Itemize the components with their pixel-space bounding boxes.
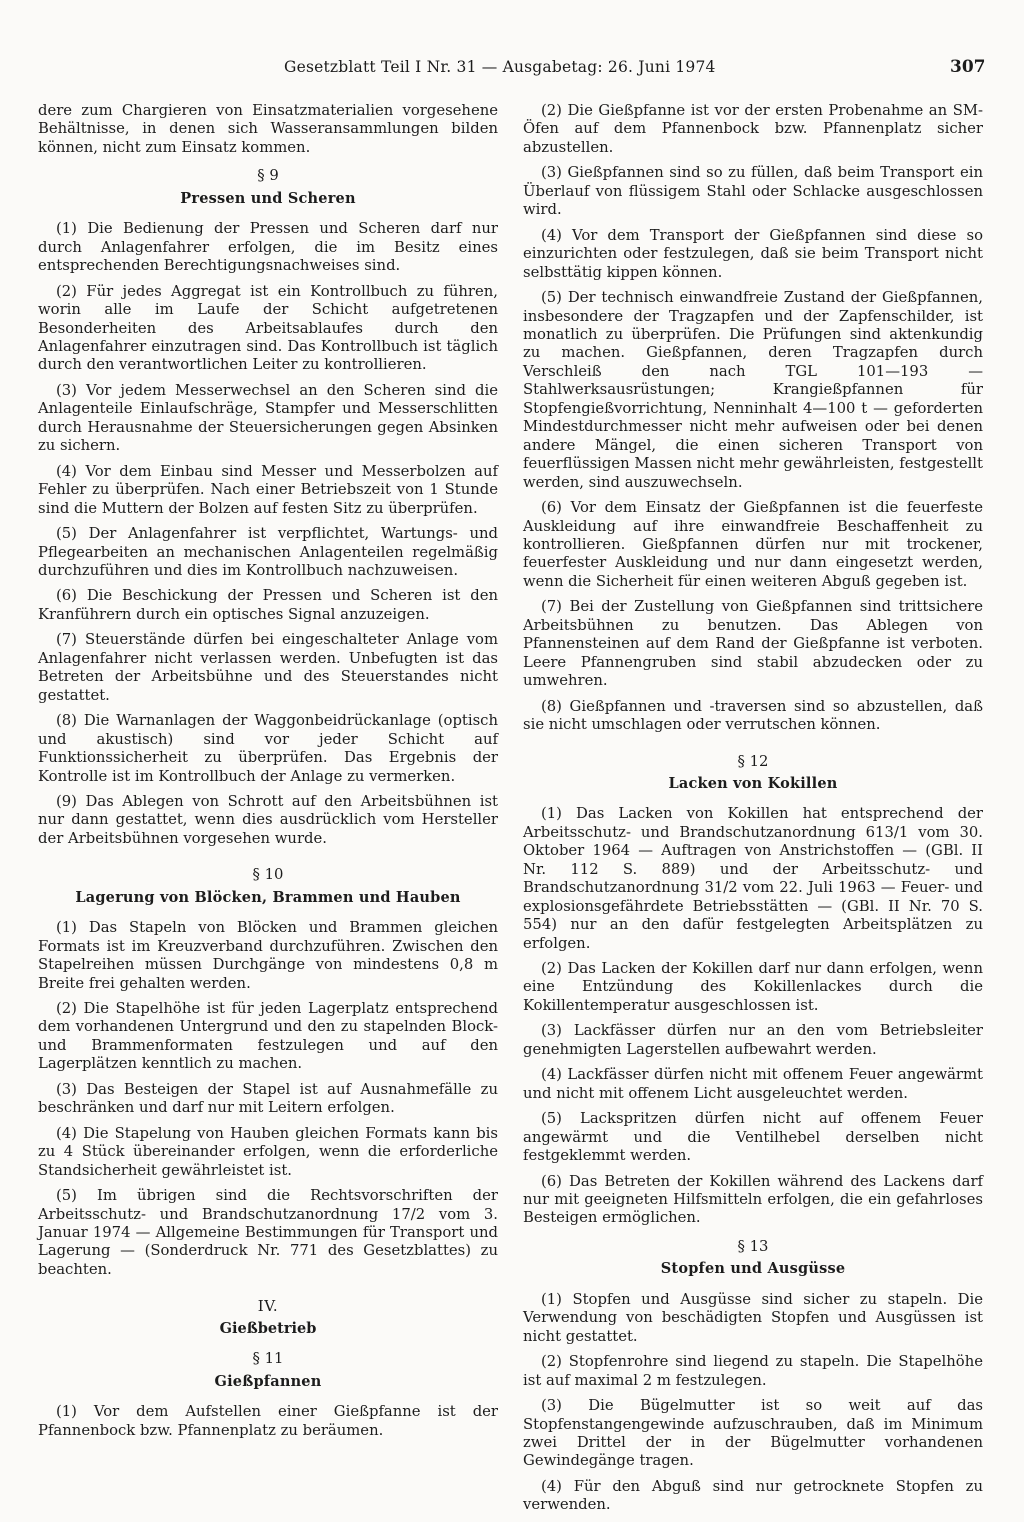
paragraph: (5) Lackspritzen dürfen nicht auf offenem Feuer angewärmt und die Ventilhebel derselben nicht festgeklemmt werden. xyxy=(523,1110,983,1165)
section-9-label: § 9 xyxy=(257,167,279,185)
paragraph: (2) Stopfenrohre sind liegend zu stapeln. Die Stapelhöhe ist auf maximal 2 m festzulegen. xyxy=(523,1353,983,1389)
paragraph: (4) Vor dem Transport der Gießpfannen sind diese so einzurichten oder festzulegen, daß sie beim Transport nicht selbsttätig kippen können. xyxy=(523,226,983,281)
paragraph: (2) Die Stapelhöhe ist für jeden Lagerplatz entsprechend dem vorhandenen Untergrund und den zu stapelnden Block- und Brammenformaten festzulegen und auf den Lagerplätzen kenntlich zu machen. xyxy=(38,1000,498,1073)
paragraph: (1) Die Bedienung der Pressen und Scheren darf nur durch Anlagenfahrer erfolgen, die im Besitz eines entsprechenden Berechtigungsnachweises sind. xyxy=(38,220,498,275)
header-title: Gesetzblatt Teil I Nr. 31 — Ausgabetag: 26. Juni 1974 xyxy=(284,58,716,76)
paragraph: (1) Das Stapeln von Blöcken und Brammen gleichen Formats ist im Kreuzverband durchzuführen. Zwischen den Stapelreihen müssen Durchgänge von mindestens 0,8 m Breite frei gehalten werden. xyxy=(38,919,498,992)
paragraph: (3) Lackfässer dürfen nur an den vom Betriebsleiter genehmigten Lagerstellen aufbewahrt werden. xyxy=(523,1022,983,1058)
paragraph: (3) Die Bügelmutter ist so weit auf das Stopfenstangengewinde aufzuschrauben, daß im Minimum zwei Drittel der in der Bügelmutter vorhandenen Gewindegänge tragen. xyxy=(523,1397,983,1470)
section-9-title: Pressen und Scheren xyxy=(180,189,356,207)
paragraph: (1) Vor dem Aufstellen einer Gießpfanne ist der Pfannenbock bzw. Pfannenplatz zu beräumen. xyxy=(38,1403,498,1439)
paragraph: (3) Gießpfannen sind so zu füllen, daß beim Transport ein Überlauf von flüssigem Stahl oder Schlacke ausgeschlossen wird. xyxy=(523,164,983,219)
paragraph: (2) Für jedes Aggregat ist ein Kontrollbuch zu führen, worin alle im Laufe der Schicht aufgetretenen Besonderheiten des Arbeitsablaufes durch den Anlagenfahrer einzutragen sind. Das Kontrollbuch ist täglich durch den verantwortlichen Leiter zu kontrollieren. xyxy=(38,282,498,374)
paragraph: (8) Gießpfannen und -traversen sind so abzustellen, daß sie nicht umschlagen oder verrutschen können. xyxy=(523,697,983,734)
paragraph: (6) Vor dem Einsatz der Gießpfannen ist die feuerfeste Auskleidung auf ihre einwandfreie Beschaffenheit zu kontrollieren. Gießpfannen dürfen nur mit trockener, feuerfester Auskleidung und nur dann eingesetzt werden, wenn die Sicherheit für einen weiteren Abguß gegeben ist. xyxy=(523,499,983,590)
paragraph: (6) Das Betreten der Kokillen während des Lackens darf nur mit geeigneten Hilfsmitteln erfolgen, die ein gefahrloses Besteigen ermöglichen. xyxy=(523,1172,983,1227)
paragraph: (4) Vor dem Einbau sind Messer und Messerbolzen auf Fehler zu überprüfen. Nach einer Betriebszeit von 1 Stunde sind die Muttern der Bolzen auf festen Sitz zu überprüfen. xyxy=(38,462,498,517)
section-13-paragraphs xyxy=(523,1291,983,1515)
section-11-paragraphs-right xyxy=(523,102,983,735)
section-10-paragraphs xyxy=(38,919,498,1279)
paragraph: (1) Das Lacken von Kokillen hat entsprechend der Arbeitsschutz- und Brandschutzanordnung 613/1 vom 30. Oktober 1964 — Auftragen von Anstrichstoffen — (GBl. II Nr. 112 S. 889) und der Arbeitsschutz- und Brandschutzanordnung 31/2 vom 22. Juli 1963 — Feuer- und explosionsgefährdete Betriebsstätten — (GBl. II Nr. 70 S. 554) nur an den dafür festgelegten Arbeitsplätzen zu erfolgen. xyxy=(523,805,983,952)
paragraph: (5) Der technisch einwandfreie Zustand der Gießpfannen, insbesondere der Tragzapfen und der Zapfenschilder, ist monatlich zu überprüfen. Die Prüfungen sind aktenkundig zu machen. Gießpfannen, deren Tragzapfen durch Verschleiß den nach TGL 101—193 — Stahlwerksausrüstungen; Krangießpfannen für Stopfengießvorrichtung, Nenninhalt 4—100 t — geforderten Mindestdurchmesser nicht mehr aufweisen oder bei denen andere Mängel, die einen sicheren Transport von feuerflüssigen Massen nicht mehr gewährleisten, festgestellt werden, sind auszuwechseln. xyxy=(523,289,983,491)
section-12-label: § 12 xyxy=(737,752,769,770)
part-title: Gießbetrieb xyxy=(219,1319,317,1337)
section-13-label: § 13 xyxy=(737,1237,769,1255)
part-label: IV. xyxy=(257,1297,279,1316)
paragraph: (5) Der Anlagenfahrer ist verpflichtet, Wartungs- und Pflegearbeiten an mechanischen Anlagenteilen regelmäßig durchzuführen und dies im Kontrollbuch nachzuweisen. xyxy=(38,525,498,579)
section-11-paragraphs-left xyxy=(38,1403,498,1440)
section-9-paragraphs xyxy=(38,220,498,848)
paragraph: (8) Die Warnanlagen der Waggonbeidrückanlage (optisch und akustisch) sind vor jeder Schicht auf Funktionssicherheit zu überprüfen. Das Ergebnis der Kontrolle ist im Kontrollbuch der Anlage zu vermerken. xyxy=(38,712,498,785)
section-12-paragraphs xyxy=(523,805,983,1228)
paragraph: (6) Die Beschickung der Pressen und Scheren ist den Kranführern durch ein optisches Signal anzuzeigen. xyxy=(38,587,498,623)
intro-paragraph: dere zum Chargieren von Einsatzmaterialien vorgesehene Behältnisse, in denen sich Wasseransammlungen bilden können, nicht zum Einsatz kommen. xyxy=(38,102,498,156)
paragraph: (7) Steuerstände dürfen bei eingeschalteter Anlage vom Anlagenfahrer nicht verlassen werden. Unbefugten ist das Betreten der Arbeitsbühne und des Steuerstandes nicht gestattet. xyxy=(38,631,498,704)
section-11-title: Gießpfannen xyxy=(214,1372,322,1390)
section-11-label: § 11 xyxy=(252,1350,284,1368)
paragraph: (4) Für den Abguß sind nur getrocknete Stopfen zu verwenden. xyxy=(523,1477,983,1514)
paragraph: (2) Das Lacken der Kokillen darf nur dann erfolgen, wenn eine Entzündung des Kokillenlackes durch die Kokillentemperatur ausgeschlossen ist. xyxy=(523,960,983,1014)
paragraph: (4) Die Stapelung von Hauben gleichen Formats kann bis zu 4 Stück übereinander erfolgen, wenn die erforderliche Standsicherheit gewährleistet ist. xyxy=(38,1124,498,1179)
right-column xyxy=(523,102,983,1522)
left-column xyxy=(38,102,498,1447)
section-10-title: Lagerung von Blöcken, Brammen und Hauben xyxy=(75,888,461,906)
paragraph: (9) Das Ablegen von Schrott auf den Arbeitsbühnen ist nur dann gestattet, wenn dies ausdrücklich vom Hersteller der Arbeitsbühnen vorgesehen wurde. xyxy=(38,792,498,847)
paragraph: (7) Bei der Zustellung von Gießpfannen sind trittsichere Arbeitsbühnen zu benutzen. Das Ablegen von Pfannensteinen auf dem Rand der Gießpfanne ist verboten. Leere Pfannengruben sind stabil abzudecken oder zu umwehren. xyxy=(523,598,983,690)
paragraph: (3) Vor jedem Messerwechsel an den Scheren sind die Anlagenteile Einlaufschräge, Stampfer und Messerschlitten durch Herausnahme der Steuersicherungen gegen Absinken zu sichern. xyxy=(38,381,498,455)
paragraph: (1) Stopfen und Ausgüsse sind sicher zu stapeln. Die Verwendung von beschädigten Stopfen und Ausgüssen ist nicht gestattet. xyxy=(523,1290,983,1345)
paragraph: (4) Lackfässer dürfen nicht mit offenem Feuer angewärmt und nicht mit offenem Licht ausgeleuchtet werden. xyxy=(523,1066,983,1102)
paragraph: (2) Die Gießpfanne ist vor der ersten Probenahme an SM-Öfen auf dem Pfannenbock bzw. Pfannenplatz sicher abzustellen. xyxy=(523,102,983,156)
section-13-title: Stopfen und Ausgüsse xyxy=(660,1260,846,1278)
section-10-label: § 10 xyxy=(252,866,284,884)
paragraph: (5) Im übrigen sind die Rechtsvorschriften der Arbeitsschutz- und Brandschutzanordnung 17/2 vom 3. Januar 1974 — Allgemeine Bestimmungen für Transport und Lagerung — (Sonderdruck Nr. 771 des Gesetzblattes) zu beachten. xyxy=(38,1187,498,1278)
section-12-title: Lacken von Kokillen xyxy=(668,774,838,792)
paragraph: (3) Das Besteigen der Stapel ist auf Ausnahmefälle zu beschränken und darf nur mit Leitern erfolgen. xyxy=(38,1080,498,1117)
page-number: 307 xyxy=(950,57,986,77)
